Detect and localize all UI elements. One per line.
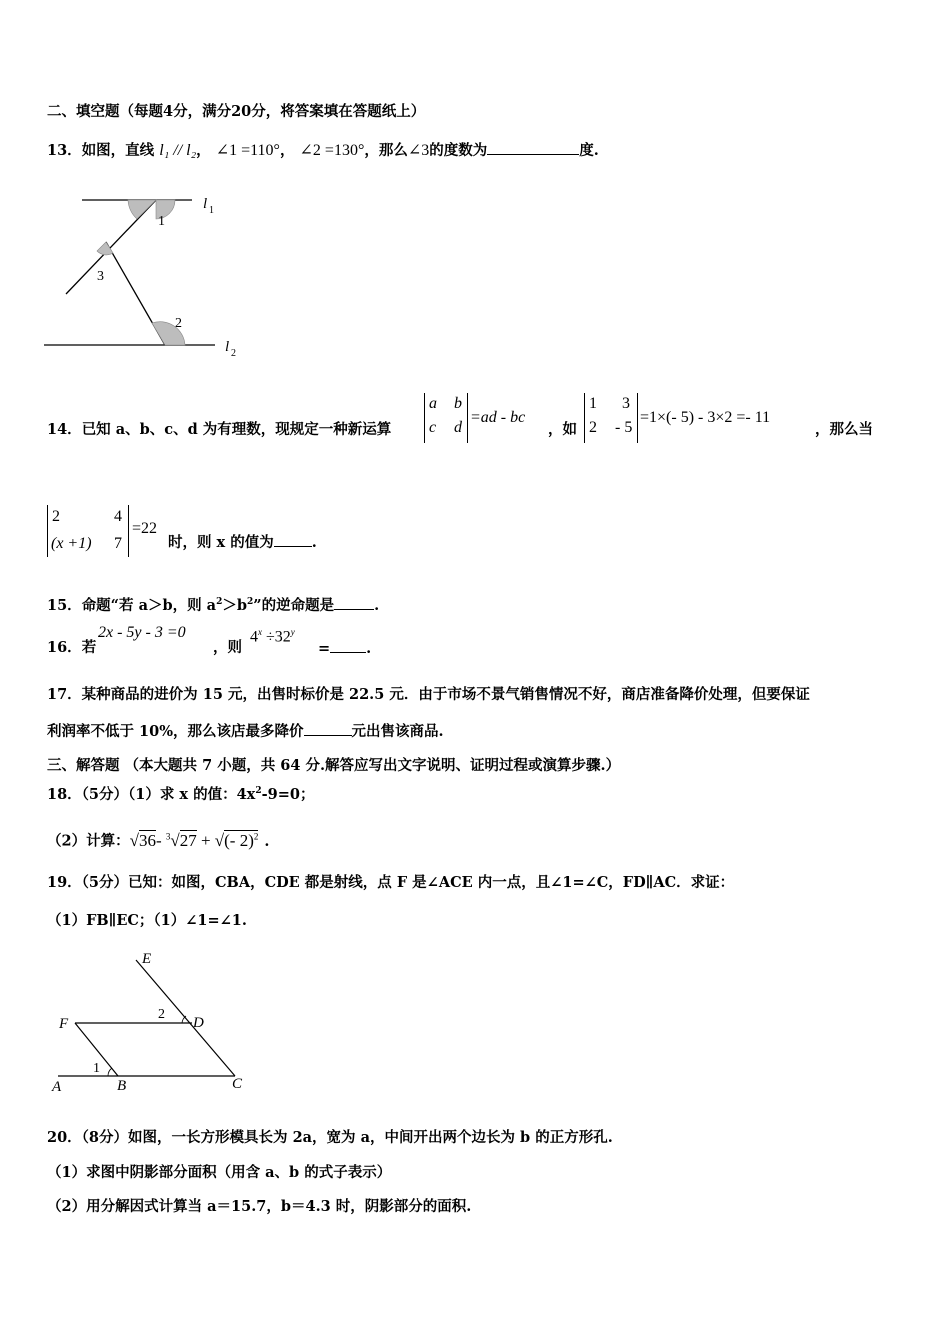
q17-line1: 17．某种商品的进价为 15 元，出售时标价是 22.5 元．由于市场不景气销售情况不好，商店准备降价处理，但要保证 (47, 686, 810, 703)
section-3-title: 三、解答题 （本大题共 7 小题，共 64 分.解答应写出文字说明、证明过程或演算步骤.） (47, 757, 621, 774)
q14-x-rhs: =22 (132, 520, 158, 537)
q13-text-3: ， (279, 142, 295, 159)
q18-part2: （2）计算：√36- $^3$√27 + √(- 2)$^2$ . (47, 830, 270, 850)
q18-part1: 18．（5分）（1）求 x 的值：$4x^2-9=0$； (47, 785, 315, 803)
q13-angle1-math: ∠1 =110° (215, 142, 280, 159)
label-angle-1: 1 (93, 1061, 100, 1076)
q14-line2-text: 时，则 x 的值为 . (168, 534, 317, 551)
q19-line2: （1）FB∥EC；（1）∠1=∠1. (47, 912, 247, 929)
transversal-upper (66, 200, 156, 294)
q13-text-4: ，那么 (364, 142, 408, 159)
q13-text-6: 度. (579, 142, 599, 159)
q13-angle3-math: ∠3 (407, 142, 430, 159)
q14-determinant-example: 1 3 2 - 5 (584, 393, 638, 443)
angle-1-mark (108, 1068, 112, 1076)
q13-answer-blank[interactable] (487, 140, 579, 155)
section-2-title: 二、填空题（每题4分，满分20分，将答案填在答题纸上） (47, 103, 426, 120)
q15-answer-blank[interactable] (334, 595, 374, 610)
q13-figure (40, 188, 250, 363)
q14-text-2: ，如 (548, 421, 577, 438)
label-B: B (117, 1078, 127, 1094)
q13-text-2: ， (196, 142, 211, 159)
label-E: E (142, 951, 152, 967)
q16-end: = . (318, 640, 372, 657)
q14-text-3: ，那么当 (815, 421, 873, 438)
q14-determinant-general: a b c d (424, 393, 468, 443)
q14-determinant-x: 2 4 (x +1) 7 (47, 505, 129, 557)
q16-text-2: ，则 (213, 639, 242, 656)
label-F: F (59, 1016, 69, 1032)
q14-line1-text-a: 14．已知 a、b、c、d 为有理数，现规定一种新运算 (47, 421, 392, 438)
label-l2-sub: 2 (231, 348, 236, 359)
q20-line2: （1）求图中阴影部分面积（用含 a、b 的式子表示） (47, 1164, 392, 1181)
question-15: 15．命题“若 a＞b，则 $a^2>b^2$”的逆命题是 . (47, 596, 380, 614)
q19-figure (48, 945, 258, 1095)
angle-3-arc (97, 242, 113, 255)
q14-answer-blank[interactable] (274, 532, 312, 547)
label-C: C (232, 1076, 243, 1092)
q16-answer-blank[interactable] (330, 638, 366, 653)
label-2: 2 (175, 316, 182, 331)
question-13 (47, 140, 599, 161)
ray-CE (136, 960, 235, 1076)
q17-line2: 利润率不低于 10%，那么该店最多降价 元出售该商品. (47, 723, 444, 740)
label-A: A (52, 1079, 62, 1095)
q13-parallel-math: l₁ // l₂ (159, 142, 197, 159)
label-D: D (193, 1015, 204, 1031)
label-3: 3 (97, 269, 104, 284)
label-1: 1 (158, 214, 165, 229)
label-angle-2: 2 (158, 1007, 165, 1022)
q13-angle2-math: ∠2 =130° (299, 142, 365, 159)
q19-line1: 19．（5分）已知：如图，CBA，CDE 都是射线，点 F 是∠ACE 内一点，且∠1=∠C，FD∥AC．求证： (47, 874, 735, 891)
label-l1: l (203, 196, 208, 212)
q16-start: 16．若 (47, 639, 97, 656)
q17-answer-blank[interactable] (304, 721, 352, 736)
q14-def-rhs: =ad - bc (470, 409, 526, 426)
q14-example-rhs: =1×(- 5) - 3×2 =- 11 (640, 409, 771, 426)
angle-1-arc (128, 200, 156, 219)
q13-text-5: 的度数为 (429, 142, 488, 159)
q20-line1: 20．（8分）如图，一长方形模具长为 2a，宽为 a，中间开出两个边长为 b 的正方形孔. (47, 1129, 613, 1146)
q20-line3: （2）用分解因式计算当 a＝15.7，b＝4.3 时，阴影部分的面积. (47, 1198, 472, 1215)
label-l1-sub: 1 (209, 205, 214, 216)
q16-equation: 2x - 5y - 3 =0 (98, 624, 186, 641)
q13-number: 13． (47, 142, 82, 159)
q13-text-1: 如图，直线 (81, 142, 155, 159)
label-l2: l (225, 339, 230, 355)
q16-expression: $4^x \div 32^y$ (250, 627, 295, 646)
